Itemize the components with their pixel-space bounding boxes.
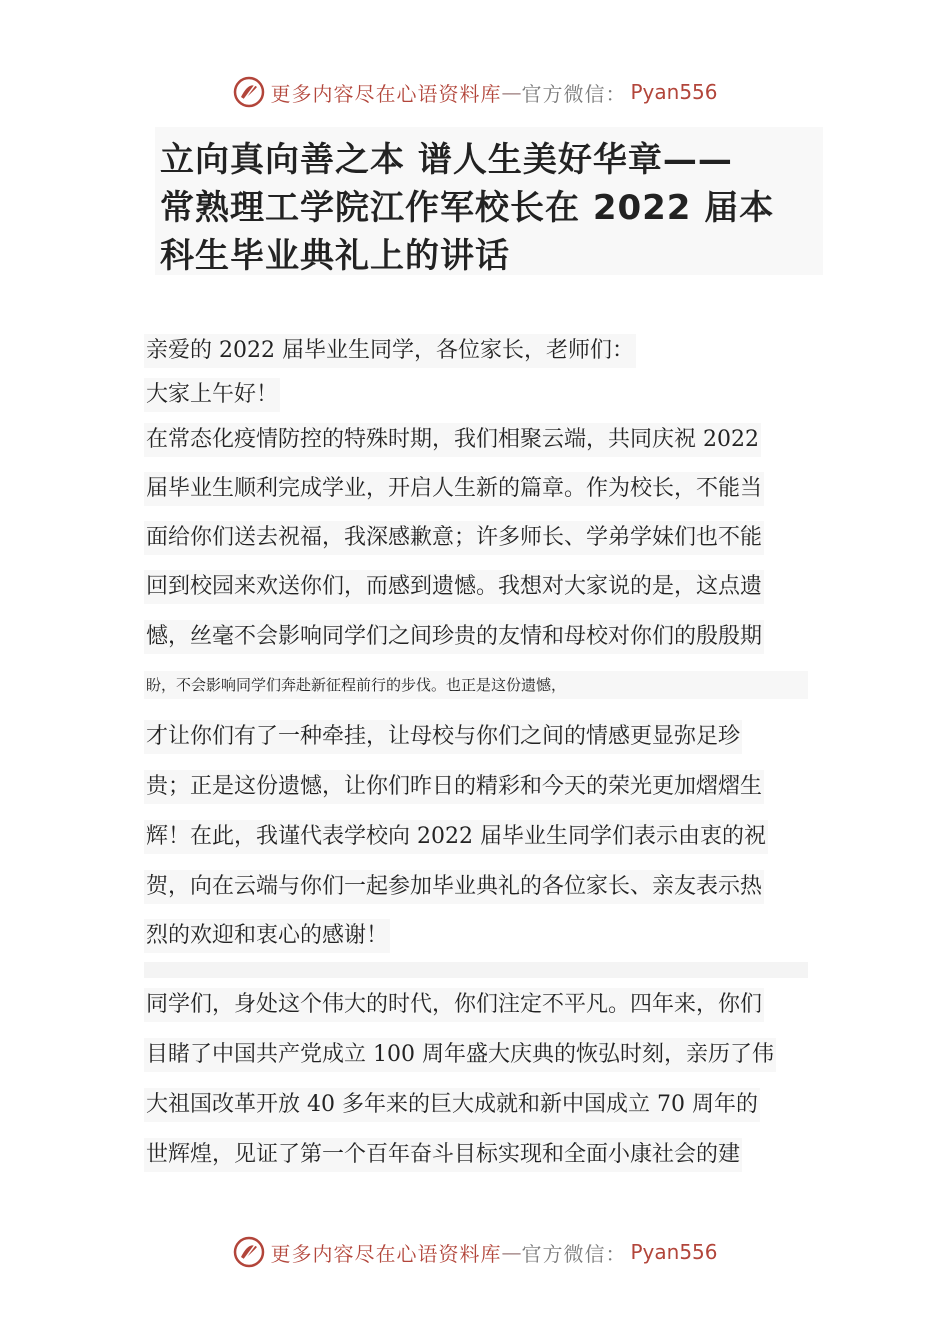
- footer-banner: [0, 1232, 950, 1272]
- document-title-line-3: 科生毕业典礼上的讲话: [160, 236, 510, 276]
- body-line: 亲爱的 2022 届毕业生同学，各位家长，老师们：: [144, 334, 636, 368]
- body-line: 辉！在此，我谨代表学校向 2022 届毕业生同学们表示由衷的祝: [144, 820, 768, 854]
- banner-wechat-id: Pyan556: [630, 1240, 718, 1264]
- body-line: 同学们，身处这个伟大的时代，你们注定不平凡。四年来，你们: [144, 988, 764, 1022]
- body-line: 回到校园来欢送你们，而感到遗憾。我想对大家说的是，这点遗: [144, 570, 764, 604]
- body-line: 憾，丝毫不会影响同学们之间珍贵的友情和母校对你们的殷殷期: [144, 620, 764, 654]
- banner-text: 更多内容尽在心语资料库: [270, 1241, 502, 1266]
- blank-strip: [144, 962, 808, 978]
- body-line: 在常态化疫情防控的特殊时期，我们相聚云端，共同庆祝 2022: [144, 423, 761, 457]
- body-line: 贵；正是这份遗憾，让你们昨日的精彩和今天的荣光更加熠熠生: [144, 770, 764, 804]
- body-line: 大家上午好！: [144, 378, 280, 412]
- banner-wechat-id: Pyan556: [630, 80, 718, 104]
- body-line: 盼，不会影响同学们奔赴新征程前行的步伐。也正是这份遗憾，: [144, 671, 808, 699]
- body-line: 世辉煌，见证了第一个百年奋斗目标实现和全面小康社会的建: [144, 1138, 742, 1172]
- body-line: 面给你们送去祝福，我深感歉意；许多师长、学弟学妹们也不能: [144, 521, 764, 555]
- document-title-line-2: 常熟理工学院江作军校长在 2022 届本: [160, 188, 775, 228]
- body-line: 目睹了中国共产党成立 100 周年盛大庆典的恢弘时刻，亲历了伟: [144, 1038, 776, 1072]
- lotus-pen-logo-icon: [232, 1235, 266, 1269]
- document-title-line-1: 立向真向善之本 谱人生美好华章——: [160, 140, 733, 180]
- body-line: 贺，向在云端与你们一起参加毕业典礼的各位家长、亲友表示热: [144, 870, 764, 904]
- body-line: 烈的欢迎和衷心的感谢！: [144, 919, 390, 953]
- header-banner: [0, 72, 950, 112]
- banner-separator: —: [501, 80, 522, 104]
- banner-separator: —: [501, 1240, 522, 1264]
- banner-wechat-label: 官方微信：: [521, 81, 627, 106]
- body-line: 届毕业生顺利完成学业，开启人生新的篇章。作为校长，不能当: [144, 472, 764, 506]
- body-line: 才让你们有了一种牵挂，让母校与你们之间的情感更显弥足珍: [144, 720, 742, 754]
- banner-text: 更多内容尽在心语资料库: [270, 81, 502, 106]
- lotus-pen-logo-icon: [232, 75, 266, 109]
- banner-wechat-label: 官方微信：: [521, 1241, 627, 1266]
- body-line: 大祖国改革开放 40 多年来的巨大成就和新中国成立 70 周年的: [144, 1088, 760, 1122]
